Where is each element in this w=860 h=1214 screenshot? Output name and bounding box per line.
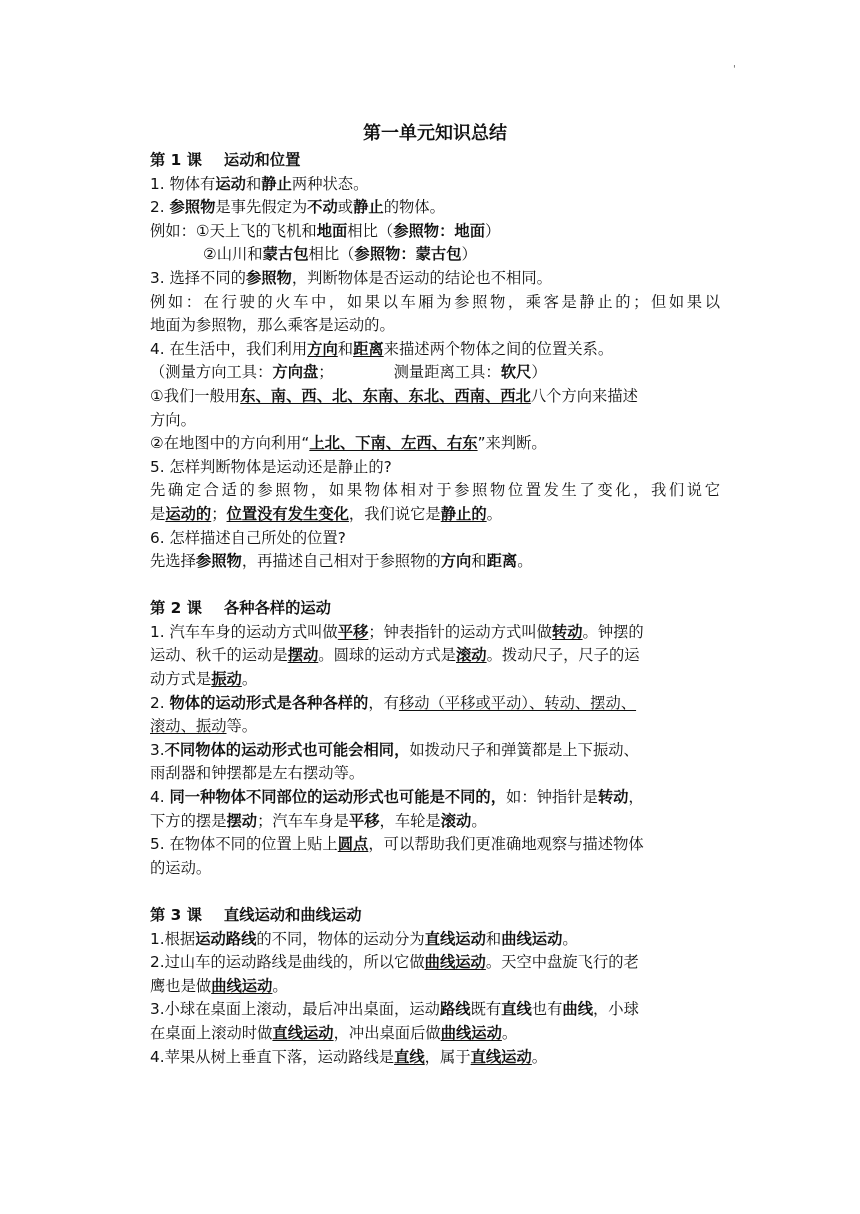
lesson-1-line-11: 方向。	[150, 410, 196, 429]
lesson-1-line-10: ①我们一般用东、南、西、北、东南、东北、西南、西北八个方向来描述	[150, 386, 638, 405]
lesson-3-line-3: 鹰也是做曲线运动。	[150, 976, 288, 995]
lesson-3-line-6: 4.苹果从树上垂直下落，运动路线是直线，属于直线运动。	[150, 1047, 548, 1066]
lesson-2-line-7: 雨刮器和钟摆都是左右摆动等。	[150, 764, 365, 783]
lesson-2-line-5: 滚动、振动等。	[150, 717, 258, 736]
document-title: 第一单元知识总结	[363, 123, 507, 144]
lesson-3-line-5: 在桌面上滚动时做直线运动，冲出桌面后做曲线运动。	[150, 1023, 518, 1042]
lesson-1-line-3: 例如：①天上飞的飞机和地面相比（参照物：地面）	[150, 221, 501, 240]
lesson-1-line-16: 6. 怎样描述自己所处的位置?	[150, 528, 346, 547]
lesson-2-line-3: 动方式是振动。	[150, 670, 258, 689]
lesson-3-line-4: 3.小球在桌面上滚动，最后冲出桌面，运动路线既有直线也有曲线，小球	[150, 1000, 639, 1019]
lesson-2-line-1: 1. 汽车车身的运动方式叫做平移；钟表指针的运动方式叫做转动。钟摆的	[150, 622, 644, 641]
lesson-2-line-11: 的运动。	[150, 858, 212, 877]
lesson-2-line-2: 运动、秋千的运动是摆动。圆球的运动方式是滚动。拨动尺子，尺子的运	[150, 646, 640, 665]
lesson-1-line-17: 先选择参照物，再描述自己相对于参照物的方向和距离。	[150, 552, 533, 571]
lesson-2-line-10: 5. 在物体不同的位置上贴上圆点，可以帮助我们更准确地观察与描述物体	[150, 835, 644, 854]
lesson-2-heading: 第 2 课 各种各样的运动	[150, 599, 331, 618]
lesson-2-line-4: 2. 物体的运动形式是各种各样的，有移动（平移或平动）、转动、摆动、	[150, 693, 637, 712]
lesson-1-heading: 第 1 课 运动和位置	[150, 151, 301, 169]
lesson-1-line-2: 2. 参照物是事先假定为不动或静止的物体。	[150, 198, 445, 217]
lesson-1-line-14: 先确定合适的参照物，如果物体相对于参照物位置发生了变化，我们说它	[150, 481, 720, 500]
section-gap	[150, 880, 720, 904]
lesson-1-line-6: 例如：在行驶的火车中，如果以车厢为参照物，乘客是静止的；但如果以	[150, 292, 720, 311]
lesson-1-line-12: ②在地图中的方向利用“上北、下南、左西、右东”来判断。	[150, 434, 547, 453]
lesson-1-line-13: 5. 怎样判断物体是运动还是静止的?	[150, 457, 392, 476]
lesson-2-line-9: 下方的摆是摆动；汽车车身是平移，车轮是滚动。	[150, 811, 487, 830]
lesson-1-line-5: 3. 选择不同的参照物，判断物体是否运动的结论也不相同。	[150, 268, 552, 287]
lesson-3-line-1: 1.根据运动路线的不同，物体的运动分为直线运动和曲线运动。	[150, 929, 578, 948]
lesson-3-line-2: 2.过山车的运动路线是曲线的，所以它做曲线运动。天空中盘旋飞行的老	[150, 953, 639, 972]
lesson-2-line-6: 3.不同物体的运动形式也可能会相同，如拨动尺子和弹簧都是上下振动、	[150, 740, 639, 759]
lesson-1-line-1: 1. 物体有运动和静止两种状态。	[150, 174, 369, 193]
lesson-2-line-8: 4. 同一种物体不同部位的运动形式也可能是不同的，如：钟指针是转动，	[150, 788, 644, 807]
lesson-1-line-4: ②山川和蒙古包相比（参照物：蒙古包）	[203, 245, 477, 264]
lesson-1-line-9: （测量方向工具：方向盘； 测量距离工具：软尺）	[150, 363, 547, 382]
corner-mark: '	[733, 64, 736, 75]
lesson-1-line-7: 地面为参照物，那么乘客是运动的。	[150, 316, 395, 335]
lesson-3-heading: 第 3 课 直线运动和曲线运动	[150, 906, 362, 924]
lesson-1-line-15: 是运动的；位置没有发生变化，我们说它是静止的。	[150, 504, 502, 523]
lesson-1-line-8: 4. 在生活中，我们利用方向和距离来描述两个物体之间的位置关系。	[150, 339, 614, 358]
section-gap	[150, 574, 720, 598]
document-page	[150, 120, 720, 1069]
